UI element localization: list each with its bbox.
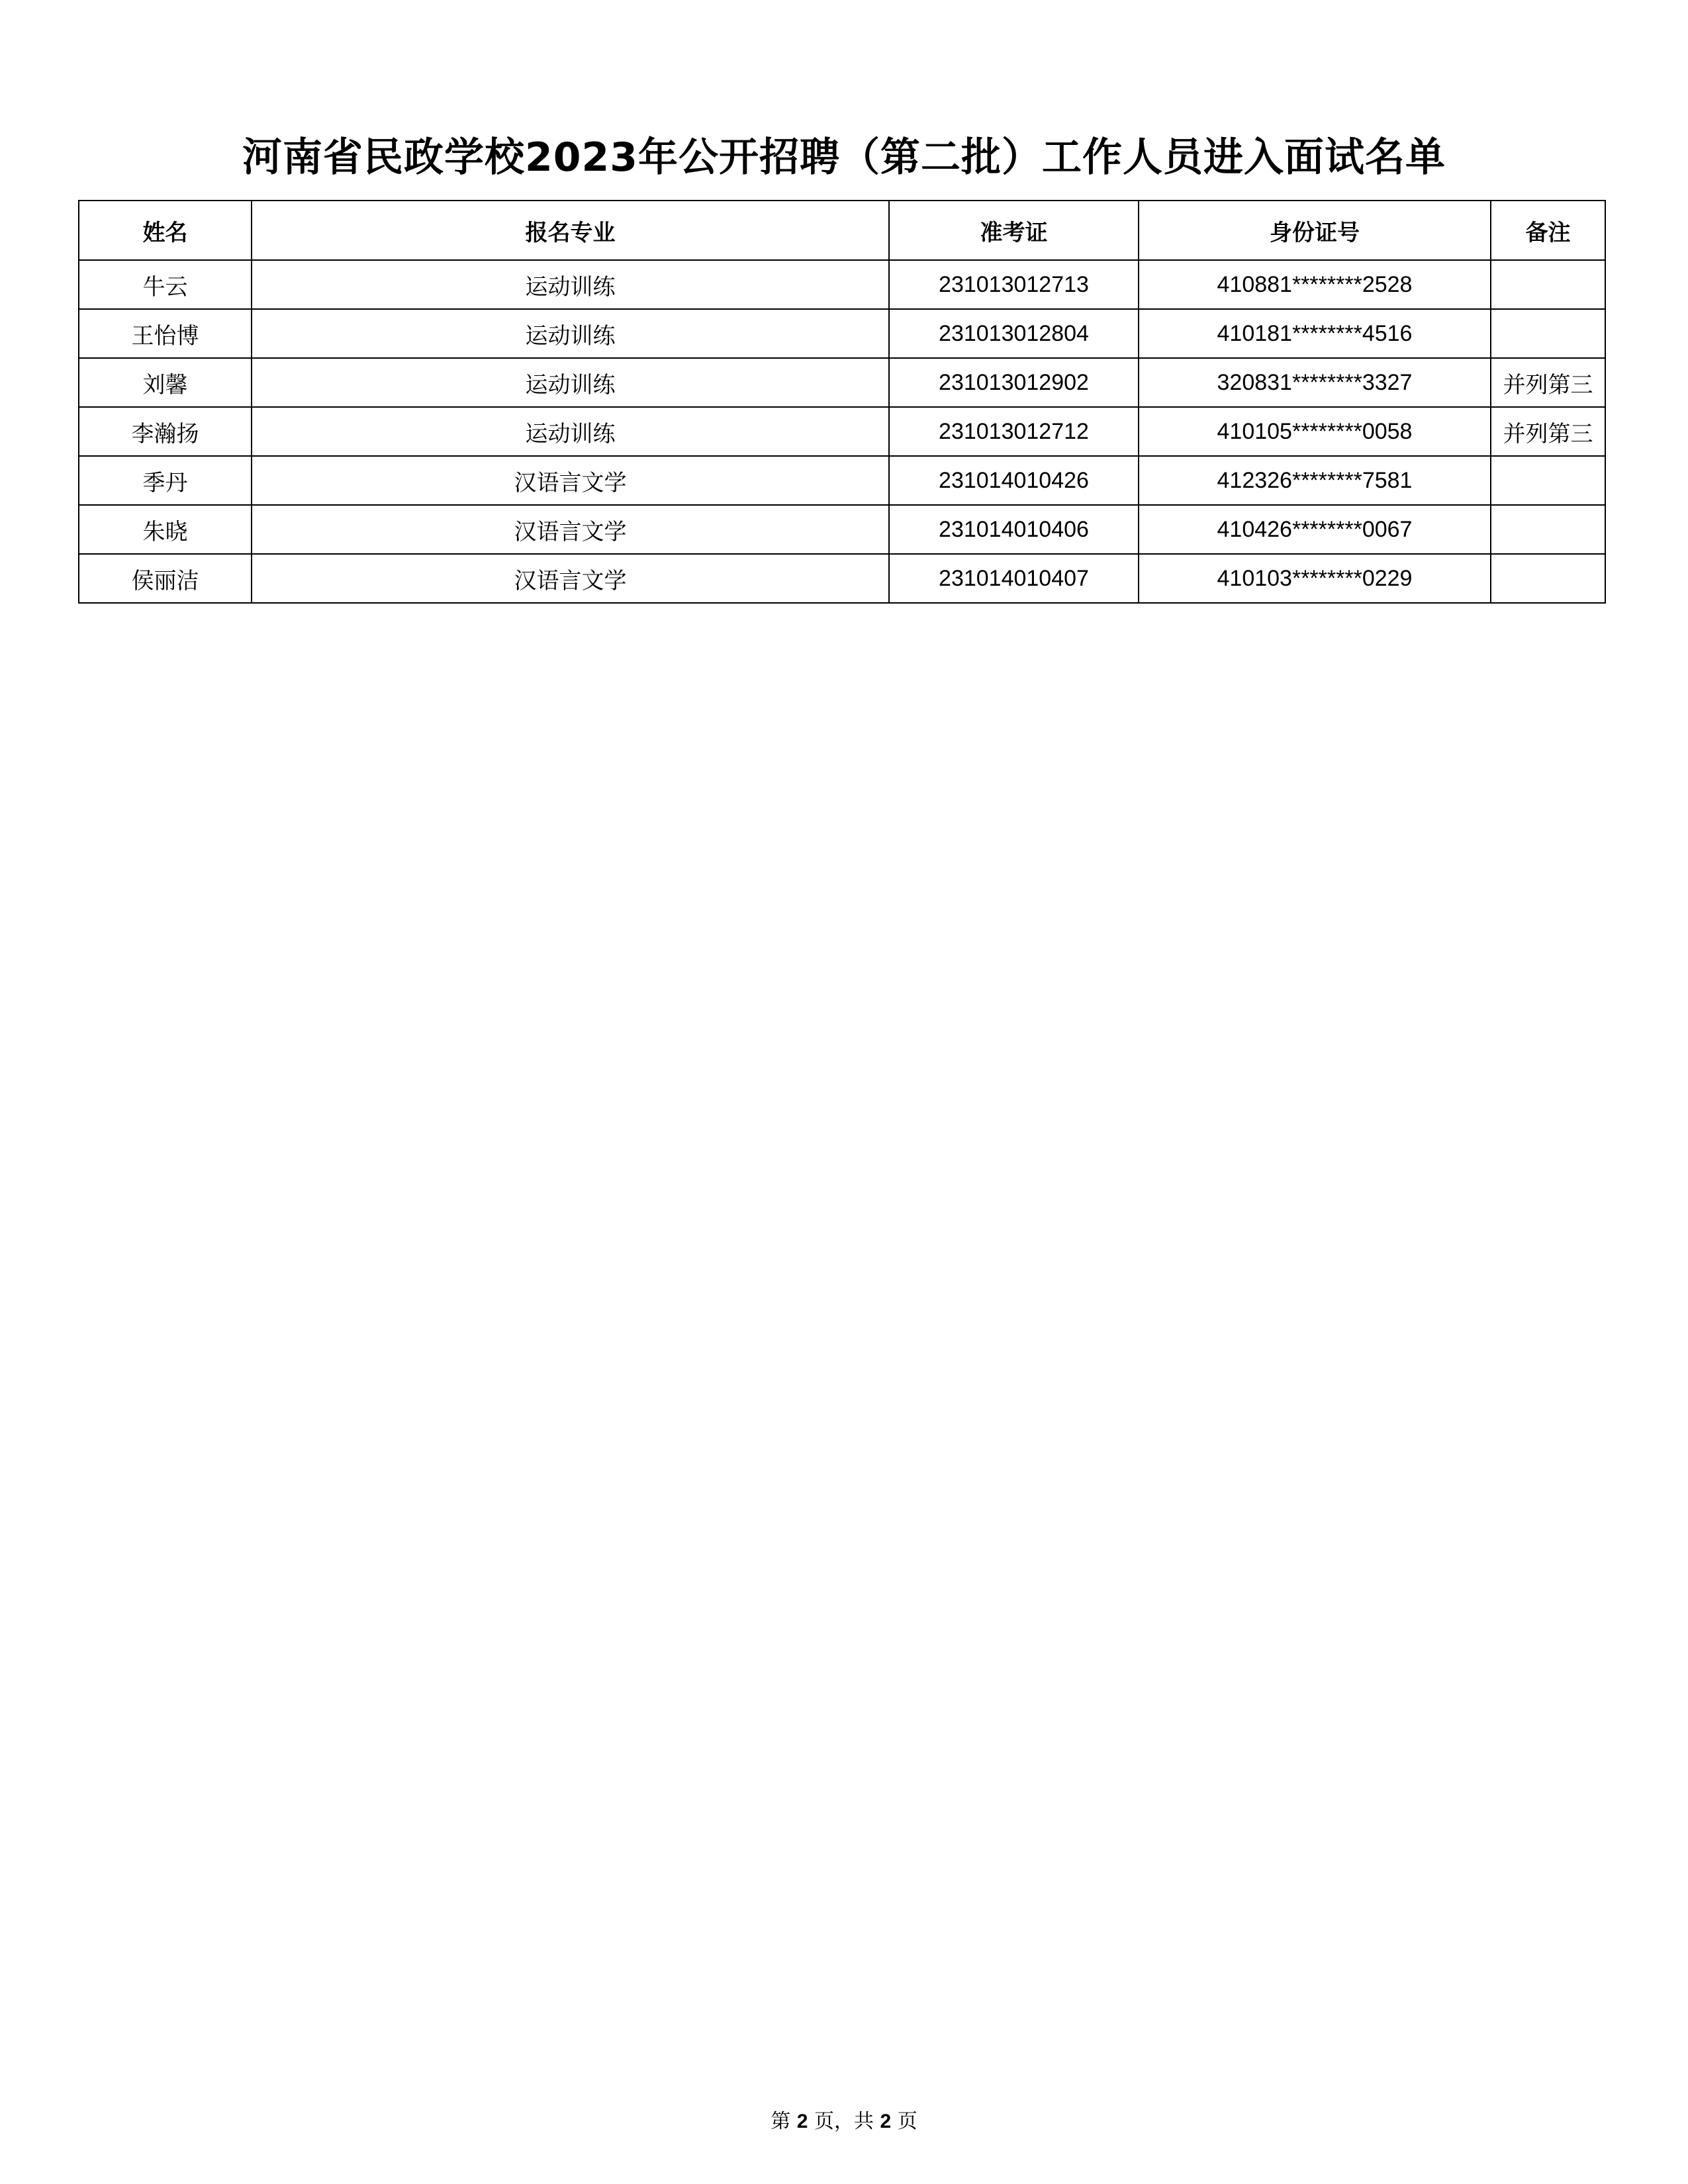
table-row [79,456,1605,505]
cell-name: 侯丽洁 [79,554,252,603]
table-header-row [79,201,1605,260]
cell-exam-number: 231013012713 [889,260,1139,309]
cell-remark [1491,554,1605,603]
cell-name: 牛云 [79,260,252,309]
interview-list-table [78,200,1606,604]
cell-exam-number: 231013012712 [889,407,1139,456]
cell-exam-number: 231014010426 [889,456,1139,505]
cell-major: 汉语言文学 [252,505,889,554]
cell-id-number: 320831********3327 [1139,358,1491,407]
header-remark: 备注 [1491,201,1605,260]
cell-major: 运动训练 [252,260,889,309]
cell-name: 朱晓 [79,505,252,554]
cell-name: 刘馨 [79,358,252,407]
footer-middle: 页，共 [814,2110,874,2133]
cell-name: 季丹 [79,456,252,505]
cell-id-number: 410103********0229 [1139,554,1491,603]
document-title: 河南省民政学校2023年公开招聘（第二批）工作人员进入面试名单 [242,134,1446,181]
footer-current-page: 2 [796,2111,808,2132]
cell-remark [1491,309,1605,358]
header-name: 姓名 [79,201,252,260]
cell-remark: 并列第三 [1491,407,1605,456]
cell-major: 运动训练 [252,309,889,358]
cell-major: 汉语言文学 [252,456,889,505]
cell-major: 运动训练 [252,407,889,456]
cell-id-number: 410105********0058 [1139,407,1491,456]
cell-remark: 并列第三 [1491,358,1605,407]
header-major: 报名专业 [252,201,889,260]
cell-exam-number: 231013012902 [889,358,1139,407]
table-row [79,554,1605,603]
table-row [79,260,1605,309]
cell-major: 汉语言文学 [252,554,889,603]
cell-id-number: 410881********2528 [1139,260,1491,309]
header-id-number: 身份证号 [1139,201,1491,260]
cell-name: 李瀚扬 [79,407,252,456]
cell-remark [1491,456,1605,505]
cell-name: 王怡博 [79,309,252,358]
header-exam-number: 准考证 [889,201,1139,260]
footer-prefix: 第 [771,2110,791,2133]
table-row [79,407,1605,456]
cell-exam-number: 231014010406 [889,505,1139,554]
cell-id-number: 410426********0067 [1139,505,1491,554]
table-row [79,358,1605,407]
table-row [79,505,1605,554]
table-row [79,309,1605,358]
footer-total-pages: 2 [880,2111,892,2132]
footer-suffix: 页 [897,2110,917,2133]
cell-remark [1491,505,1605,554]
cell-exam-number: 231014010407 [889,554,1139,603]
cell-id-number: 412326********7581 [1139,456,1491,505]
cell-remark [1491,260,1605,309]
cell-exam-number: 231013012804 [889,309,1139,358]
cell-id-number: 410181********4516 [1139,309,1491,358]
cell-major: 运动训练 [252,358,889,407]
page-number-footer [0,2105,1688,2134]
